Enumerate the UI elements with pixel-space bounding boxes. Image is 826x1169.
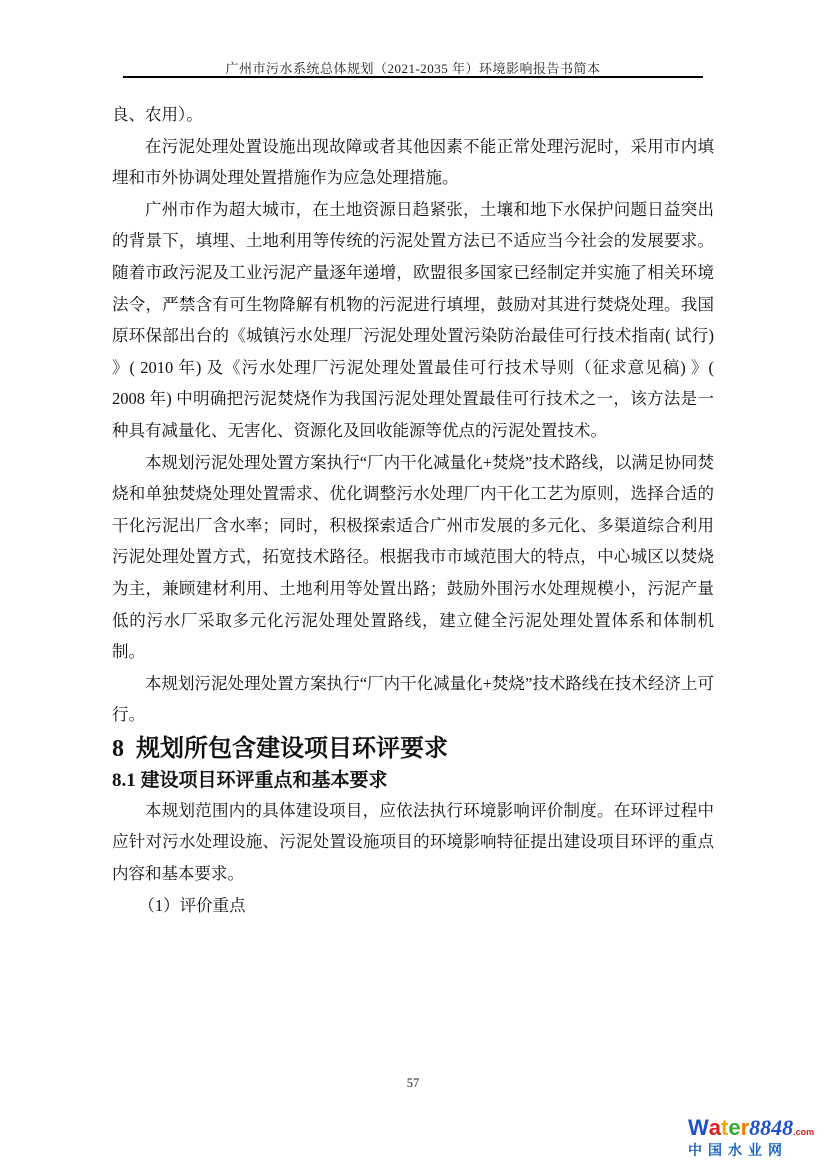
paragraph: 本规划范围内的具体建设项目，应依法执行环境影响评价制度。在环评过程中应针对污水处理设施、污泥处置设施项目的环境影响特征提出建设项目环评的重点内容和基本要求。 [112,800,714,884]
paragraph-continuation: 良、农用）。 [112,105,203,124]
logo-number: 8848 [749,1115,794,1140]
paragraph: 本规划污泥处理处置方案执行“厂内干化减量化+焚烧”技术路线在技术经济上可行。 [112,673,714,725]
logo-letter: r [740,1115,750,1140]
page-number: 57 [406,1076,420,1090]
logo-letter: t [721,1115,729,1140]
list-item: （1）评价重点 [138,895,246,915]
subsection-heading: 8.1 建设项目环评重点和基本要求 [112,769,388,791]
logo-subtitle: 中国水业网 [688,1142,788,1158]
logo-letter: e [728,1115,741,1140]
logo-domain-suffix: .com [793,1127,815,1137]
paragraph: 在污泥处理处置设施出现故障或者其他因素不能正常处理污泥时，采用市内填埋和市外协调处理处置措施作为应急处理措施。 [112,136,714,188]
logo-wordmark [688,1117,824,1139]
paragraph: 本规划污泥处理处置方案执行“厂内干化减量化+焚烧”技术路线，以满足协同焚烧和单独焚烧处理处置需求、优化调整污水处理厂内干化工艺为原则，选择合适的干化污泥出厂含水率；同时，积极探索适合广州市发展的多元化、多渠道综合利用污泥处理处置方式，拓宽技术路径。根据我市市域范围大的特点，中心城区以焚烧为主，兼顾建材利用、土地利用等处置出路；鼓励外围污水处理规模小，污泥产量低的污水厂采取多元化污泥处理处置路线，建立健全污泥处理处置体系和体制机制。 [112,452,714,662]
running-header-title: 广州市污水系统总体规划（2021-2035 年）环境影响报告书简本 [225,61,601,76]
page-body [112,99,714,921]
paragraph: 广州市作为超大城市，在土地资源日趋紧张，土壤和地下水保护问题日益突出的背景下，填埋、土地利用等传统的污泥处置方法已不适应当今社会的发展要求。随着市政污泥及工业污泥产量逐年递增，欧盟很多国家已经制定并实施了相关环境法令，严禁含有可生物降解有机物的污泥进行填埋，鼓励对其进行焚烧处理。我国原环保部出台的《城镇污水处理厂污泥处理处置污染防治最佳可行技术指南( 试行) 》( 2010 年) 及《污水处理厂污泥处理处置最佳可行技术导则（征求意见稿) 》( 2008 年) 中明确把污泥焚烧作为我国污泥处理处置最佳可行技术之一，该方法是一种具有减量化、无害化、资源化及回收能源等优点的污泥处置技术。 [112,199,714,440]
header-rule [123,76,703,78]
water8848-logo [688,1117,824,1157]
section-heading: 8 规划所包含建设项目环评要求 [112,735,448,762]
logo-letter: a [708,1115,722,1140]
logo-word-water [688,1115,749,1140]
logo-letter: W [688,1115,709,1140]
